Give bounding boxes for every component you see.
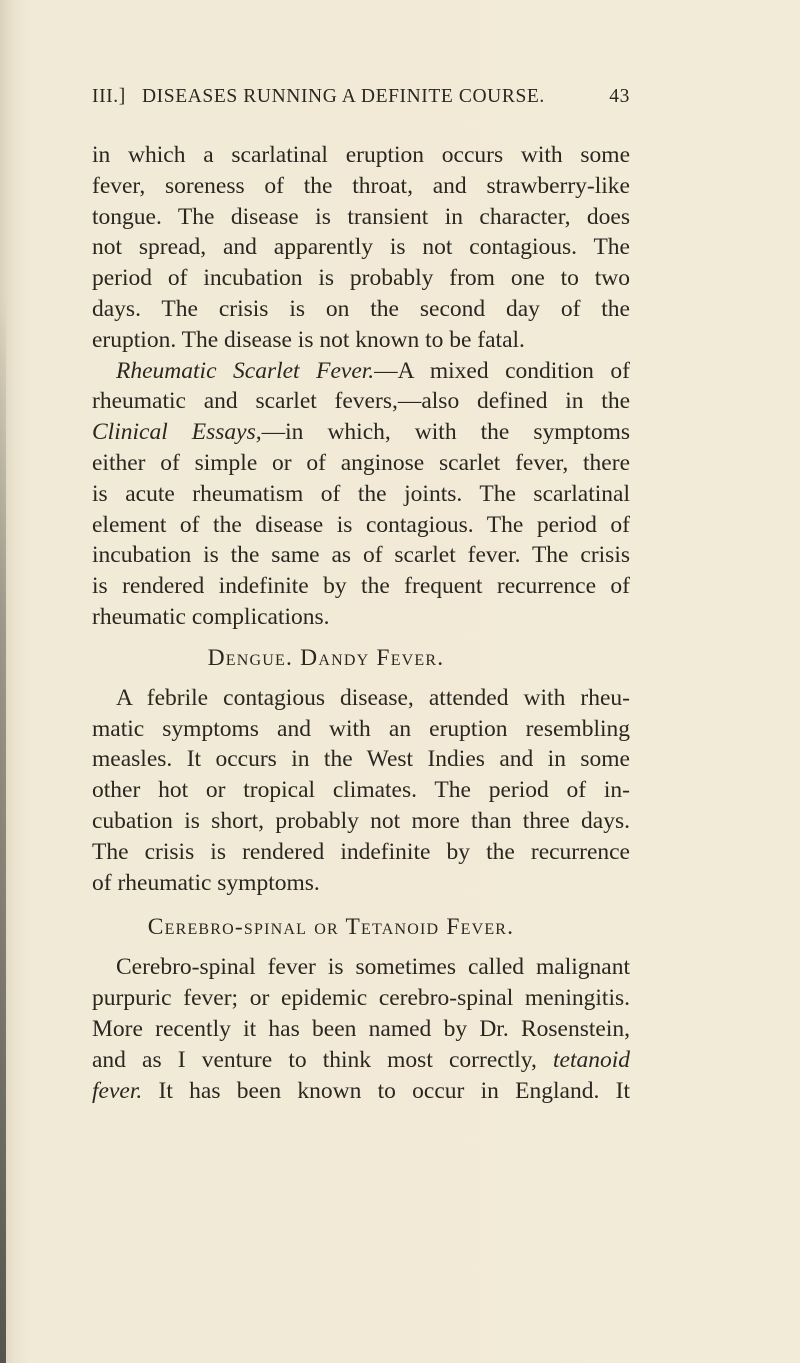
paragraph-rheumatic-scarlet-fever	[92, 356, 630, 633]
text-line: More recently it has been named by Dr. Rosenstein,	[92, 1015, 630, 1042]
paragraph-cerebro-spinal	[92, 952, 630, 1106]
italic-term: tetanoid	[552, 1046, 630, 1073]
body-text	[92, 140, 630, 1106]
paragraph-continuation	[92, 140, 630, 356]
text-fragment: —A mixed condition of	[374, 357, 630, 384]
running-head	[92, 86, 630, 116]
text-line	[92, 417, 630, 448]
text-line: of rheumatic symptoms.	[92, 869, 320, 896]
text-line: in which a scarlatinal eruption occurs with some	[92, 142, 630, 168]
page-number: 43	[609, 86, 630, 107]
text-line: Cerebro-spinal fever is sometimes called malignant	[116, 954, 630, 981]
text-line: A febrile contagious disease, attended with rheu-	[116, 684, 630, 711]
book-title-reference: Clinical Essays,	[92, 419, 262, 446]
text-fragment: It has been known to occur in England. It	[142, 1077, 630, 1104]
text-fragment: —in which, with the symptoms	[261, 419, 630, 446]
section-heading-cerebro-spinal: Cerebro-spinal or Tetanoid Fever.	[147, 914, 515, 941]
text-line: The crisis is rendered indefinite by the recurrence	[92, 838, 630, 865]
text-line: days. The crisis is on the second day of the	[92, 295, 630, 322]
text-line: eruption. The disease is not known to be fatal.	[92, 326, 525, 353]
text-line: either of simple or of anginose scarlet fever, there	[92, 449, 630, 476]
text-line: purpuric fever; or epidemic cerebro-spinal meningitis.	[92, 985, 630, 1012]
paragraph-dengue	[92, 683, 630, 899]
text-line: measles. It occurs in the West Indies and in some	[92, 746, 630, 773]
text-line: is acute rheumatism of the joints. The scarlatinal	[92, 480, 630, 507]
section-heading-dengue: Dengue. Dandy Fever.	[207, 644, 445, 671]
text-line: other hot or tropical climates. The period of in-	[92, 777, 630, 804]
text-line: element of the disease is contagious. The period of	[92, 511, 630, 538]
text-line: rheumatic and scarlet fevers,—also defined in the	[92, 388, 630, 415]
text-line: fever, soreness of the throat, and strawberry-like	[92, 172, 630, 199]
running-title: DISEASES RUNNING A DEFINITE COURSE.	[142, 86, 545, 107]
chapter-number: III.]	[92, 86, 126, 107]
text-line: cubation is short, probably not more than three days.	[92, 807, 630, 834]
disease-term: Rheumatic Scarlet Fever.	[116, 357, 375, 384]
text-line: not spread, and apparently is not contagious. The	[92, 234, 630, 261]
text-fragment: and as I venture to think most correctly,	[92, 1046, 537, 1073]
text-line: incubation is the same as of scarlet fever. The crisis	[92, 542, 630, 569]
text-line: is rendered indefinite by the frequent recurrence of	[92, 573, 630, 600]
italic-term: fever.	[92, 1077, 143, 1104]
text-line	[92, 356, 630, 387]
text-line: rheumatic complications.	[92, 603, 330, 630]
page-edge-shadow	[0, 300, 6, 1363]
text-line	[92, 1076, 630, 1107]
text-line: matic symptoms and with an eruption resembling	[92, 715, 630, 742]
text-line: period of incubation is probably from one to two	[92, 265, 630, 292]
text-line	[92, 1045, 630, 1076]
text-line: tongue. The disease is transient in character, does	[92, 203, 630, 230]
